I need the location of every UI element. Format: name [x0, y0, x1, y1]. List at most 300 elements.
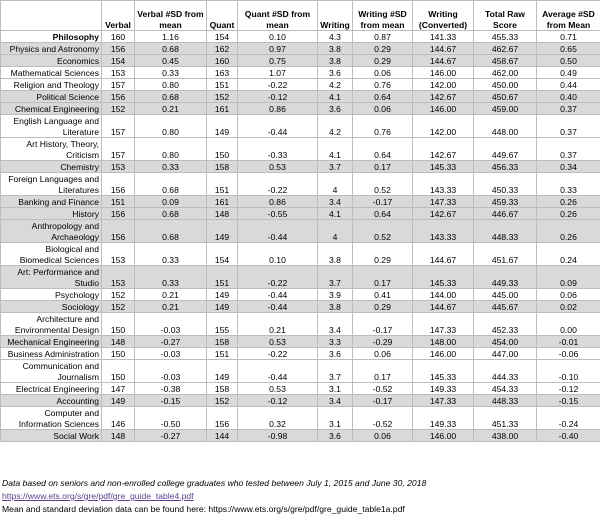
cell-writing-sd[interactable]: -0.52	[353, 383, 413, 395]
cell-verbal[interactable]: 153	[102, 67, 135, 79]
cell-avg-sd[interactable]: -0.12	[537, 383, 600, 395]
cell-writing[interactable]: 3.9	[318, 289, 353, 301]
cell-verbal-sd[interactable]: 0.68	[135, 173, 207, 196]
field-name-cell[interactable]: Chemical Engineering	[1, 103, 102, 115]
cell-verbal[interactable]: 157	[102, 79, 135, 91]
cell-total[interactable]: 462.67	[474, 43, 537, 55]
column-header[interactable]: Writing	[318, 1, 353, 31]
cell-writing-sd[interactable]: -0.17	[353, 395, 413, 407]
field-name-cell[interactable]: Mechanical Engineering	[1, 336, 102, 348]
cell-avg-sd[interactable]: 0.09	[537, 266, 600, 289]
footnotes	[2, 477, 598, 516]
cell-verbal-sd[interactable]: 0.68	[135, 91, 207, 103]
cell-total[interactable]: 455.33	[474, 31, 537, 43]
field-name-cell[interactable]: Physics and Astronomy	[1, 43, 102, 55]
cell-total[interactable]: 454.00	[474, 336, 537, 348]
cell-writing-conv[interactable]: 148.00	[413, 336, 474, 348]
cell-writing-sd[interactable]: 0.29	[353, 55, 413, 67]
cell-writing-sd[interactable]: 0.17	[353, 266, 413, 289]
cell-quant-sd[interactable]: 0.53	[238, 383, 318, 395]
cell-writing[interactable]: 3.6	[318, 67, 353, 79]
field-name-cell[interactable]: Philosophy	[1, 31, 102, 43]
cell-verbal-sd[interactable]: 0.33	[135, 161, 207, 173]
cell-writing-conv[interactable]: 147.33	[413, 196, 474, 208]
cell-writing-conv[interactable]: 144.67	[413, 55, 474, 67]
cell-verbal-sd[interactable]: 0.33	[135, 67, 207, 79]
field-name-cell[interactable]: Social Work	[1, 430, 102, 442]
cell-writing-conv[interactable]: 143.33	[413, 173, 474, 196]
field-name-cell[interactable]: Political Science	[1, 91, 102, 103]
cell-quant[interactable]: 163	[207, 67, 238, 79]
table-row	[1, 348, 600, 360]
table-row	[1, 79, 600, 91]
cell-quant-sd[interactable]: 0.21	[238, 313, 318, 336]
cell-avg-sd[interactable]: 0.26	[537, 220, 600, 243]
cell-writing[interactable]: 3.1	[318, 407, 353, 430]
cell-quant-sd[interactable]: -0.12	[238, 91, 318, 103]
cell-writing[interactable]: 3.8	[318, 43, 353, 55]
cell-verbal[interactable]: 157	[102, 138, 135, 161]
cell-quant-sd[interactable]: -0.44	[238, 360, 318, 383]
cell-quant[interactable]: 155	[207, 313, 238, 336]
table-row	[1, 220, 600, 243]
cell-total[interactable]: 444.33	[474, 360, 537, 383]
cell-verbal[interactable]: 148	[102, 430, 135, 442]
field-name-cell[interactable]: Chemistry	[1, 161, 102, 173]
cell-quant[interactable]: 161	[207, 196, 238, 208]
cell-verbal[interactable]: 156	[102, 91, 135, 103]
cell-quant[interactable]: 152	[207, 395, 238, 407]
field-name-cell[interactable]: English Language and Literature	[1, 115, 102, 138]
cell-quant-sd[interactable]: -0.44	[238, 115, 318, 138]
cell-writing-conv[interactable]: 144.67	[413, 243, 474, 266]
cell-verbal-sd[interactable]: 0.80	[135, 79, 207, 91]
field-name-cell[interactable]: Art: Performance and Studio	[1, 266, 102, 289]
cell-writing[interactable]: 4	[318, 220, 353, 243]
cell-total[interactable]: 445.67	[474, 301, 537, 313]
cell-writing-conv[interactable]: 142.67	[413, 138, 474, 161]
field-name-cell[interactable]: Architecture and Environmental Design	[1, 313, 102, 336]
cell-avg-sd[interactable]: 0.50	[537, 55, 600, 67]
cell-verbal-sd[interactable]: 0.68	[135, 208, 207, 220]
cell-quant-sd[interactable]: -0.98	[238, 430, 318, 442]
cell-total[interactable]: 462.00	[474, 67, 537, 79]
cell-total[interactable]: 459.00	[474, 103, 537, 115]
table-row	[1, 31, 600, 43]
cell-writing-sd[interactable]: -0.29	[353, 336, 413, 348]
cell-avg-sd[interactable]: 0.26	[537, 208, 600, 220]
cell-quant-sd[interactable]: -0.44	[238, 301, 318, 313]
field-name-cell[interactable]: Accounting	[1, 395, 102, 407]
cell-writing-sd[interactable]: 0.52	[353, 220, 413, 243]
cell-writing[interactable]: 3.6	[318, 348, 353, 360]
cell-writing-conv[interactable]: 145.33	[413, 161, 474, 173]
source-link[interactable]: https://www.ets.org/s/gre/pdf/gre_guide_table4.pdf	[2, 491, 194, 501]
cell-total[interactable]: 448.33	[474, 395, 537, 407]
field-name-cell[interactable]: Foreign Languages and Literatures	[1, 173, 102, 196]
cell-quant[interactable]: 151	[207, 79, 238, 91]
cell-avg-sd[interactable]: 0.00	[537, 313, 600, 336]
cell-writing-sd[interactable]: 0.87	[353, 31, 413, 43]
cell-avg-sd[interactable]: 0.26	[537, 196, 600, 208]
cell-verbal-sd[interactable]: 0.80	[135, 115, 207, 138]
cell-verbal-sd[interactable]: -0.15	[135, 395, 207, 407]
cell-total[interactable]: 450.33	[474, 173, 537, 196]
cell-verbal[interactable]: 157	[102, 115, 135, 138]
cell-avg-sd[interactable]: 0.37	[537, 103, 600, 115]
field-name-cell[interactable]: Psychology	[1, 289, 102, 301]
cell-writing[interactable]: 3.4	[318, 313, 353, 336]
cell-writing-sd[interactable]: 0.76	[353, 115, 413, 138]
cell-writing-sd[interactable]: 0.06	[353, 348, 413, 360]
cell-writing-conv[interactable]: 146.00	[413, 67, 474, 79]
cell-quant[interactable]: 162	[207, 43, 238, 55]
field-name-cell[interactable]: Computer and Information Sciences	[1, 407, 102, 430]
cell-writing-conv[interactable]: 147.33	[413, 395, 474, 407]
cell-verbal-sd[interactable]: 0.80	[135, 138, 207, 161]
cell-writing-sd[interactable]: -0.52	[353, 407, 413, 430]
cell-verbal[interactable]: 151	[102, 196, 135, 208]
cell-writing[interactable]: 4.1	[318, 138, 353, 161]
cell-writing[interactable]: 3.6	[318, 430, 353, 442]
cell-total[interactable]: 438.00	[474, 430, 537, 442]
cell-writing[interactable]: 3.3	[318, 336, 353, 348]
header-row	[1, 1, 600, 31]
cell-quant[interactable]: 156	[207, 407, 238, 430]
cell-writing[interactable]: 3.8	[318, 243, 353, 266]
cell-writing-conv[interactable]: 142.00	[413, 79, 474, 91]
cell-quant-sd[interactable]: 0.10	[238, 31, 318, 43]
cell-verbal[interactable]: 146	[102, 407, 135, 430]
mean-sd-note: Mean and standard deviation data can be found here: https://www.ets.org/s/gre/pdf/gre_guide_table1a.pdf	[2, 504, 405, 514]
table-row	[1, 383, 600, 395]
table-row	[1, 395, 600, 407]
table-row	[1, 208, 600, 220]
cell-writing-conv[interactable]: 146.00	[413, 103, 474, 115]
cell-avg-sd[interactable]: -0.01	[537, 336, 600, 348]
cell-total[interactable]: 459.33	[474, 196, 537, 208]
cell-total[interactable]: 446.67	[474, 208, 537, 220]
table-row	[1, 173, 600, 196]
cell-quant-sd[interactable]: 1.07	[238, 67, 318, 79]
cell-verbal-sd[interactable]: 0.21	[135, 289, 207, 301]
cell-writing-conv[interactable]: 144.00	[413, 289, 474, 301]
cell-verbal-sd[interactable]: -0.38	[135, 383, 207, 395]
cell-writing-sd[interactable]: 0.17	[353, 360, 413, 383]
cell-quant[interactable]: 148	[207, 208, 238, 220]
cell-total[interactable]: 449.67	[474, 138, 537, 161]
cell-writing[interactable]: 3.4	[318, 395, 353, 407]
column-header[interactable]: Verbal #SD from mean	[135, 1, 207, 31]
cell-verbal-sd[interactable]: 0.09	[135, 196, 207, 208]
cell-verbal[interactable]: 156	[102, 173, 135, 196]
cell-verbal[interactable]: 154	[102, 55, 135, 67]
table-row	[1, 161, 600, 173]
cell-verbal[interactable]: 153	[102, 161, 135, 173]
cell-avg-sd[interactable]: 0.40	[537, 91, 600, 103]
table-row	[1, 336, 600, 348]
cell-quant-sd[interactable]: 0.97	[238, 43, 318, 55]
cell-writing-conv[interactable]: 142.00	[413, 115, 474, 138]
cell-writing-conv[interactable]: 147.33	[413, 313, 474, 336]
cell-avg-sd[interactable]: 0.37	[537, 138, 600, 161]
cell-total[interactable]: 448.33	[474, 220, 537, 243]
cell-quant[interactable]: 161	[207, 103, 238, 115]
cell-avg-sd[interactable]: 0.34	[537, 161, 600, 173]
cell-total[interactable]: 445.00	[474, 289, 537, 301]
cell-writing-conv[interactable]: 149.33	[413, 383, 474, 395]
field-name-cell[interactable]: Electrical Engineering	[1, 383, 102, 395]
table-row	[1, 67, 600, 79]
cell-quant-sd[interactable]: -0.55	[238, 208, 318, 220]
cell-avg-sd[interactable]: 0.06	[537, 289, 600, 301]
cell-verbal[interactable]: 150	[102, 348, 135, 360]
cell-verbal-sd[interactable]: 0.68	[135, 220, 207, 243]
cell-writing-conv[interactable]: 144.67	[413, 43, 474, 55]
cell-writing-sd[interactable]: 0.52	[353, 173, 413, 196]
field-name-cell[interactable]: Communication and Journalism	[1, 360, 102, 383]
field-name-cell[interactable]: Economics	[1, 55, 102, 67]
cell-quant[interactable]: 152	[207, 91, 238, 103]
cell-verbal-sd[interactable]: 0.45	[135, 55, 207, 67]
cell-quant[interactable]: 151	[207, 348, 238, 360]
cell-avg-sd[interactable]: -0.10	[537, 360, 600, 383]
data-basis-note: Data based on seniors and non-enrolled college graduates who tested between July 1, 2015 and June 30, 2018	[2, 478, 427, 488]
cell-quant-sd[interactable]: 0.53	[238, 161, 318, 173]
cell-verbal[interactable]: 152	[102, 103, 135, 115]
cell-quant-sd[interactable]: 0.10	[238, 243, 318, 266]
cell-verbal[interactable]: 148	[102, 336, 135, 348]
cell-writing-sd[interactable]: 0.06	[353, 103, 413, 115]
cell-quant[interactable]: 154	[207, 31, 238, 43]
column-header[interactable]: Verbal	[102, 1, 135, 31]
cell-quant[interactable]: 154	[207, 243, 238, 266]
cell-verbal-sd[interactable]: -0.27	[135, 336, 207, 348]
cell-writing[interactable]: 4.3	[318, 31, 353, 43]
cell-writing-conv[interactable]: 149.33	[413, 407, 474, 430]
cell-quant[interactable]: 150	[207, 138, 238, 161]
cell-avg-sd[interactable]: 0.02	[537, 301, 600, 313]
table-row	[1, 196, 600, 208]
cell-verbal[interactable]: 152	[102, 289, 135, 301]
table-row	[1, 43, 600, 55]
table-row	[1, 243, 600, 266]
cell-writing[interactable]: 3.7	[318, 360, 353, 383]
cell-writing-sd[interactable]: -0.17	[353, 196, 413, 208]
cell-verbal[interactable]: 153	[102, 243, 135, 266]
cell-writing-conv[interactable]: 146.00	[413, 348, 474, 360]
cell-verbal-sd[interactable]: -0.03	[135, 360, 207, 383]
cell-verbal[interactable]: 160	[102, 31, 135, 43]
cell-writing-conv[interactable]: 144.67	[413, 301, 474, 313]
table-body	[1, 31, 600, 442]
cell-quant[interactable]: 151	[207, 173, 238, 196]
cell-quant[interactable]: 158	[207, 336, 238, 348]
cell-avg-sd[interactable]: 0.71	[537, 31, 600, 43]
cell-avg-sd[interactable]: 0.44	[537, 79, 600, 91]
cell-avg-sd[interactable]: -0.24	[537, 407, 600, 430]
column-header[interactable]: Total Raw Score	[474, 1, 537, 31]
cell-writing[interactable]: 4.1	[318, 208, 353, 220]
cell-avg-sd[interactable]: 0.37	[537, 115, 600, 138]
cell-verbal[interactable]: 149	[102, 395, 135, 407]
cell-writing-conv[interactable]: 142.67	[413, 208, 474, 220]
cell-quant-sd[interactable]: 0.53	[238, 336, 318, 348]
cell-verbal[interactable]: 156	[102, 220, 135, 243]
field-name-cell[interactable]: Banking and Finance	[1, 196, 102, 208]
cell-writing-sd[interactable]: 0.76	[353, 79, 413, 91]
cell-writing-sd[interactable]: 0.29	[353, 243, 413, 266]
cell-quant-sd[interactable]: 0.32	[238, 407, 318, 430]
column-header[interactable]: Writing (Converted)	[413, 1, 474, 31]
cell-writing-conv[interactable]: 145.33	[413, 266, 474, 289]
cell-quant-sd[interactable]: -0.33	[238, 138, 318, 161]
cell-writing-sd[interactable]: 0.06	[353, 67, 413, 79]
cell-writing-conv[interactable]: 145.33	[413, 360, 474, 383]
cell-verbal-sd[interactable]: 0.21	[135, 103, 207, 115]
cell-verbal-sd[interactable]: -0.03	[135, 348, 207, 360]
cell-writing-sd[interactable]: -0.17	[353, 313, 413, 336]
cell-avg-sd[interactable]: 0.33	[537, 173, 600, 196]
cell-writing[interactable]: 3.1	[318, 383, 353, 395]
cell-writing-sd[interactable]: 0.64	[353, 208, 413, 220]
table-row	[1, 360, 600, 383]
cell-quant-sd[interactable]: -0.22	[238, 266, 318, 289]
cell-total[interactable]: 456.33	[474, 161, 537, 173]
cell-verbal[interactable]: 152	[102, 301, 135, 313]
cell-quant[interactable]: 160	[207, 55, 238, 67]
field-name-cell[interactable]: Sociology	[1, 301, 102, 313]
cell-quant[interactable]: 158	[207, 383, 238, 395]
cell-total[interactable]: 454.33	[474, 383, 537, 395]
cell-writing[interactable]: 4.2	[318, 79, 353, 91]
cell-verbal[interactable]: 147	[102, 383, 135, 395]
field-name-cell[interactable]: Business Administration	[1, 348, 102, 360]
field-name-cell[interactable]: Anthropology and Archaeology	[1, 220, 102, 243]
cell-writing-sd[interactable]: 0.06	[353, 430, 413, 442]
table-row	[1, 289, 600, 301]
cell-quant[interactable]: 158	[207, 161, 238, 173]
column-header[interactable]: Quant	[207, 1, 238, 31]
cell-verbal-sd[interactable]: 0.33	[135, 266, 207, 289]
cell-writing[interactable]: 3.8	[318, 55, 353, 67]
cell-quant-sd[interactable]: 0.86	[238, 196, 318, 208]
cell-writing[interactable]: 3.4	[318, 196, 353, 208]
cell-writing-conv[interactable]: 141.33	[413, 31, 474, 43]
cell-verbal-sd[interactable]: -0.50	[135, 407, 207, 430]
cell-total[interactable]: 448.00	[474, 115, 537, 138]
cell-writing[interactable]: 3.7	[318, 161, 353, 173]
cell-total[interactable]: 450.00	[474, 79, 537, 91]
cell-quant-sd[interactable]: -0.44	[238, 289, 318, 301]
table-row	[1, 55, 600, 67]
cell-total[interactable]: 447.00	[474, 348, 537, 360]
cell-quant[interactable]: 149	[207, 360, 238, 383]
cell-avg-sd[interactable]: -0.40	[537, 430, 600, 442]
cell-writing-conv[interactable]: 143.33	[413, 220, 474, 243]
cell-quant-sd[interactable]: -0.22	[238, 173, 318, 196]
cell-verbal-sd[interactable]: 0.68	[135, 43, 207, 55]
cell-quant[interactable]: 151	[207, 266, 238, 289]
cell-total[interactable]: 458.67	[474, 55, 537, 67]
cell-writing-sd[interactable]: 0.29	[353, 301, 413, 313]
table-row	[1, 266, 600, 289]
cell-writing-sd[interactable]: 0.29	[353, 43, 413, 55]
field-name-cell[interactable]: Art History, Theory, Criticism	[1, 138, 102, 161]
cell-verbal[interactable]: 156	[102, 43, 135, 55]
cell-writing-conv[interactable]: 146.00	[413, 430, 474, 442]
cell-avg-sd[interactable]: -0.06	[537, 348, 600, 360]
field-name-cell[interactable]: Biological and Biomedical Sciences	[1, 243, 102, 266]
table-row	[1, 301, 600, 313]
field-name-cell[interactable]: History	[1, 208, 102, 220]
column-header[interactable]: Writing #SD from mean	[353, 1, 413, 31]
cell-total[interactable]: 451.33	[474, 407, 537, 430]
header-field[interactable]	[1, 1, 102, 31]
cell-quant[interactable]: 149	[207, 220, 238, 243]
cell-verbal[interactable]: 150	[102, 360, 135, 383]
cell-writing[interactable]: 3.6	[318, 103, 353, 115]
cell-verbal-sd[interactable]: 1.16	[135, 31, 207, 43]
cell-quant-sd[interactable]: -0.12	[238, 395, 318, 407]
cell-verbal-sd[interactable]: 0.33	[135, 243, 207, 266]
cell-writing-conv[interactable]: 142.67	[413, 91, 474, 103]
cell-quant[interactable]: 149	[207, 301, 238, 313]
cell-total[interactable]: 451.67	[474, 243, 537, 266]
cell-quant-sd[interactable]: -0.44	[238, 220, 318, 243]
cell-writing-sd[interactable]: 0.17	[353, 161, 413, 173]
cell-writing-sd[interactable]: 0.41	[353, 289, 413, 301]
cell-quant[interactable]: 149	[207, 115, 238, 138]
cell-quant[interactable]: 144	[207, 430, 238, 442]
cell-avg-sd[interactable]: 0.65	[537, 43, 600, 55]
table-row	[1, 313, 600, 336]
cell-writing[interactable]: 4	[318, 173, 353, 196]
field-name-cell[interactable]: Religion and Theology	[1, 79, 102, 91]
cell-quant[interactable]: 149	[207, 289, 238, 301]
cell-quant-sd[interactable]: -0.22	[238, 348, 318, 360]
table-row	[1, 91, 600, 103]
cell-writing[interactable]: 4.1	[318, 91, 353, 103]
cell-total[interactable]: 452.33	[474, 313, 537, 336]
table-row	[1, 103, 600, 115]
cell-verbal-sd[interactable]: 0.21	[135, 301, 207, 313]
cell-total[interactable]: 449.33	[474, 266, 537, 289]
cell-writing-sd[interactable]: 0.64	[353, 91, 413, 103]
column-header[interactable]: Average #SD from Mean	[537, 1, 600, 31]
cell-writing[interactable]: 3.8	[318, 301, 353, 313]
cell-writing[interactable]: 3.7	[318, 266, 353, 289]
cell-avg-sd[interactable]: 0.49	[537, 67, 600, 79]
cell-avg-sd[interactable]: -0.15	[537, 395, 600, 407]
cell-verbal-sd[interactable]: -0.03	[135, 313, 207, 336]
cell-verbal[interactable]: 156	[102, 208, 135, 220]
cell-quant-sd[interactable]: -0.22	[238, 79, 318, 91]
cell-writing-sd[interactable]: 0.64	[353, 138, 413, 161]
cell-verbal[interactable]: 153	[102, 266, 135, 289]
cell-quant-sd[interactable]: 0.75	[238, 55, 318, 67]
cell-writing[interactable]: 4.2	[318, 115, 353, 138]
table-row	[1, 115, 600, 138]
cell-avg-sd[interactable]: 0.24	[537, 243, 600, 266]
cell-quant-sd[interactable]: 0.86	[238, 103, 318, 115]
field-name-cell[interactable]: Mathematical Sciences	[1, 67, 102, 79]
cell-verbal-sd[interactable]: -0.27	[135, 430, 207, 442]
cell-total[interactable]: 450.67	[474, 91, 537, 103]
table-row	[1, 430, 600, 442]
cell-verbal[interactable]: 150	[102, 313, 135, 336]
column-header[interactable]: Quant #SD from mean	[238, 1, 318, 31]
